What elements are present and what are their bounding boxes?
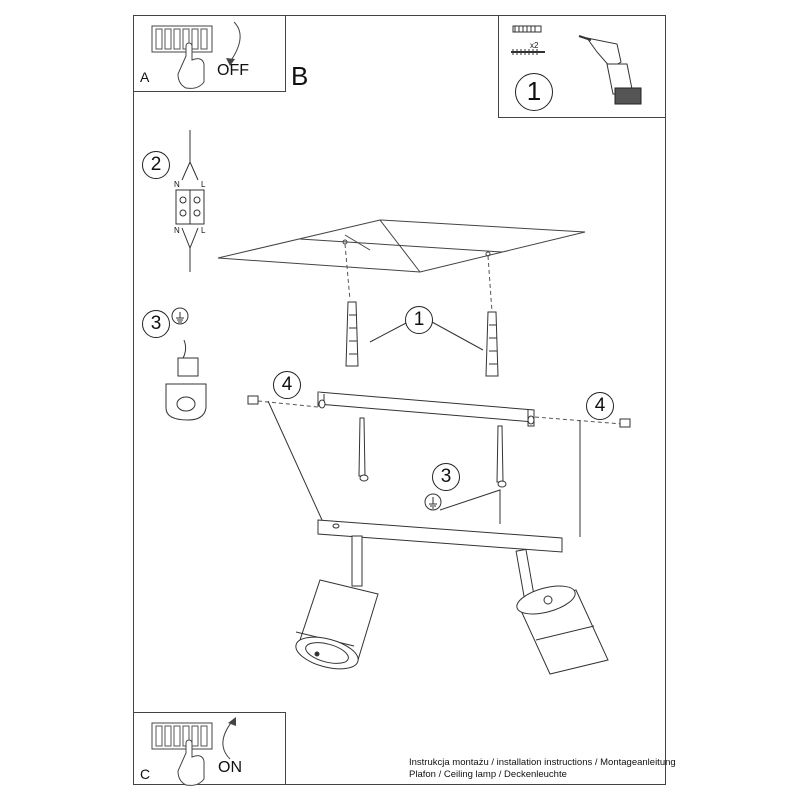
- step-3-badge: 3: [142, 310, 170, 338]
- switch-on-label: ON: [218, 759, 242, 776]
- step-a-label: A: [140, 69, 150, 85]
- step-2-badge: 2: [142, 151, 170, 179]
- part-4-left-badge: 4: [273, 371, 301, 399]
- wiring-connector-icon: [176, 130, 204, 272]
- part-1-badge: 1: [405, 306, 433, 334]
- part-3-badge: 3: [432, 463, 460, 491]
- wire-l-bottom: L: [201, 226, 206, 235]
- instruction-caption: [409, 757, 676, 781]
- step-b-label: B: [291, 61, 309, 91]
- ceiling-plane: [218, 220, 585, 272]
- switch-off-label: OFF: [217, 62, 249, 79]
- step-c-label: C: [140, 766, 151, 782]
- mounting-bracket: [318, 392, 534, 426]
- spotlight-left: [292, 536, 378, 675]
- spotlight-right: [514, 549, 608, 674]
- step-1-badge: 1: [515, 73, 553, 111]
- caption-line-2: Plafon / Ceiling lamp / Deckenleuchte: [409, 769, 567, 780]
- anchor-quantity: x2: [530, 41, 539, 50]
- caption-line-1: Instrukcja montażu / installation instructions / Montageanleitung: [409, 757, 676, 768]
- wire-l-top: L: [201, 180, 206, 189]
- wire-n-bottom: N: [174, 226, 180, 235]
- wire-n-top: N: [174, 180, 180, 189]
- ground-wire-icon: [425, 490, 500, 524]
- ground-clamp-icon: [166, 308, 206, 420]
- part-4-right-badge: 4: [586, 392, 614, 420]
